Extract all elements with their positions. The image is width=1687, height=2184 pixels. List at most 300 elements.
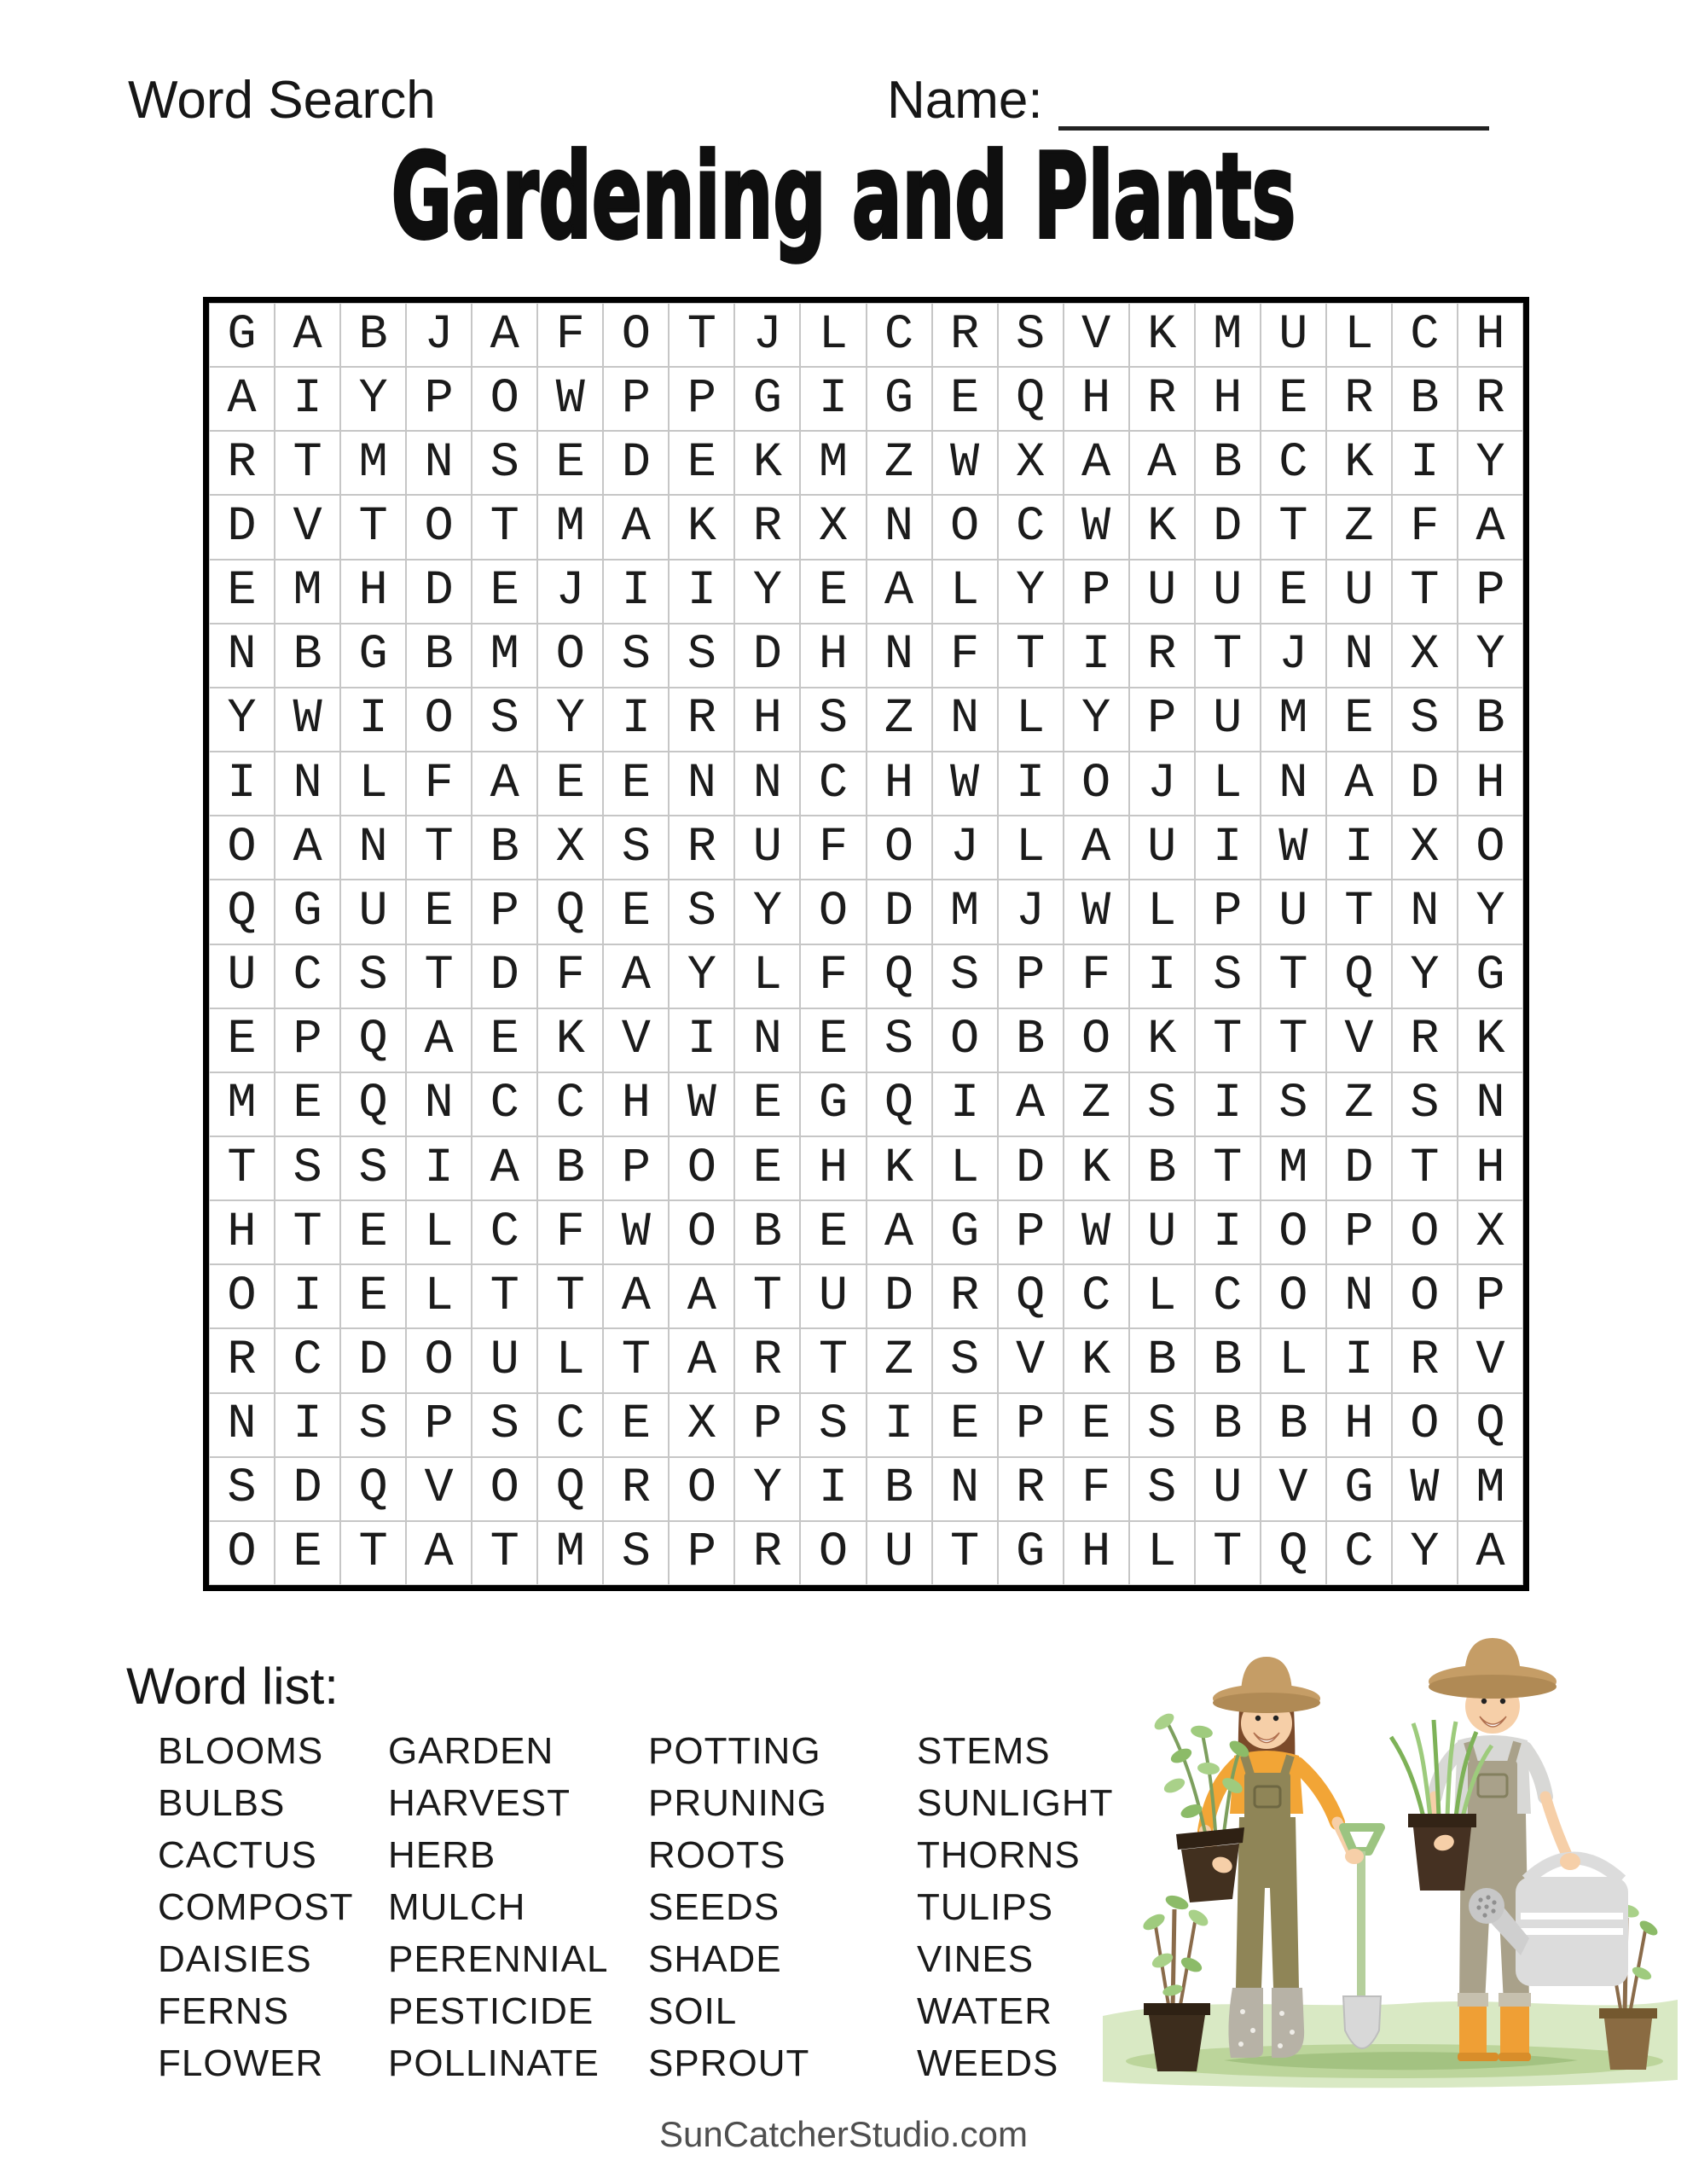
- grid-cell: B: [1129, 1328, 1195, 1392]
- grid-cell: K: [734, 431, 800, 495]
- grid-cell: H: [603, 1072, 669, 1136]
- grid-cell: D: [472, 944, 537, 1008]
- grid-cell: D: [406, 560, 472, 624]
- grid-cell: I: [998, 752, 1064, 816]
- grid-cell: E: [406, 880, 472, 944]
- grid-cell: T: [1392, 560, 1458, 624]
- grid-cell: V: [1458, 1328, 1523, 1392]
- grid-cell: T: [1326, 880, 1392, 944]
- grid-cell: V: [1261, 1457, 1326, 1521]
- word-list-item: SUNLIGHT: [917, 1782, 1114, 1824]
- grid-cell: M: [209, 1072, 275, 1136]
- grid-cell: O: [209, 1521, 275, 1585]
- grid-cell: F: [406, 752, 472, 816]
- grid-cell: I: [800, 1457, 866, 1521]
- grid-cell: H: [209, 1200, 275, 1264]
- grid-cell: E: [734, 1136, 800, 1200]
- grid-cell: R: [1392, 1328, 1458, 1392]
- grid-cell: R: [1129, 367, 1195, 431]
- grid-cell: A: [472, 303, 537, 367]
- grid-cell: E: [209, 1008, 275, 1072]
- grid-cell: C: [537, 1393, 603, 1457]
- grid-cell: R: [669, 688, 734, 752]
- grid-cell: B: [1129, 1136, 1195, 1200]
- word-list-column: [388, 1725, 648, 2089]
- grid-cell: C: [1064, 1264, 1129, 1328]
- grid-cell: Y: [1458, 431, 1523, 495]
- grid-cell: O: [406, 495, 472, 559]
- grid-cell: E: [472, 560, 537, 624]
- grid-cell: Y: [734, 560, 800, 624]
- grid-cell: D: [603, 431, 669, 495]
- grid-cell: K: [1326, 431, 1392, 495]
- grid-cell: Q: [867, 944, 932, 1008]
- grid-cell: N: [340, 816, 406, 880]
- grid-cell: F: [537, 1200, 603, 1264]
- letter-grid: [203, 297, 1529, 1591]
- grid-cell: C: [472, 1072, 537, 1136]
- grid-cell: I: [1129, 944, 1195, 1008]
- grid-cell: T: [603, 1328, 669, 1392]
- grid-cell: H: [1064, 367, 1129, 431]
- grid-cell: O: [537, 624, 603, 688]
- grid-cell: A: [998, 1072, 1064, 1136]
- grid-cell: N: [867, 495, 932, 559]
- grid-cell: W: [603, 1200, 669, 1264]
- grid-cell: K: [1129, 1008, 1195, 1072]
- grid-cell: G: [209, 303, 275, 367]
- grid-cell: I: [800, 367, 866, 431]
- grid-cell: X: [998, 431, 1064, 495]
- grid-cell: N: [867, 624, 932, 688]
- grid-cell: V: [275, 495, 340, 559]
- grid-cell: E: [603, 752, 669, 816]
- grid-cell: H: [867, 752, 932, 816]
- grid-cell: I: [669, 560, 734, 624]
- grid-cell: T: [1261, 1008, 1326, 1072]
- grid-cell: P: [1326, 1200, 1392, 1264]
- grid-cell: S: [1195, 944, 1261, 1008]
- word-list-item: POTTING: [648, 1730, 821, 1772]
- grid-cell: S: [1129, 1072, 1195, 1136]
- grid-cell: O: [1064, 1008, 1129, 1072]
- grid-cell: I: [1326, 816, 1392, 880]
- grid-cell: T: [406, 816, 472, 880]
- word-list-column: [648, 1725, 917, 2089]
- word-list-column: [158, 1725, 388, 2089]
- grid-cell: O: [1392, 1393, 1458, 1457]
- grid-cell: Y: [1458, 624, 1523, 688]
- grid-cell: R: [209, 431, 275, 495]
- grid-cell: M: [472, 624, 537, 688]
- grid-cell: M: [1195, 303, 1261, 367]
- grid-cell: R: [669, 816, 734, 880]
- grid-cell: N: [406, 431, 472, 495]
- grid-cell: A: [669, 1264, 734, 1328]
- grid-cell: H: [800, 624, 866, 688]
- word-list-item: BLOOMS: [158, 1730, 324, 1772]
- grid-cell: Y: [669, 944, 734, 1008]
- grid-cell: E: [603, 880, 669, 944]
- grid-cell: L: [406, 1264, 472, 1328]
- grid-cell: K: [1458, 1008, 1523, 1072]
- grid-cell: Q: [998, 367, 1064, 431]
- grid-cell: P: [1064, 560, 1129, 624]
- grid-cell: D: [734, 624, 800, 688]
- grid-cell: A: [1064, 431, 1129, 495]
- grid-cell: G: [340, 624, 406, 688]
- grid-cell: O: [669, 1136, 734, 1200]
- grid-cell: S: [1261, 1072, 1326, 1136]
- grid-cell: Z: [1064, 1072, 1129, 1136]
- grid-cell: I: [340, 688, 406, 752]
- grid-cell: C: [537, 1072, 603, 1136]
- grid-cell: G: [998, 1521, 1064, 1585]
- grid-cell: O: [472, 1457, 537, 1521]
- grid-cell: B: [1195, 431, 1261, 495]
- grid-cell: U: [1129, 560, 1195, 624]
- grid-cell: R: [734, 1328, 800, 1392]
- grid-cell: S: [275, 1136, 340, 1200]
- grid-cell: A: [603, 495, 669, 559]
- grid-cell: I: [867, 1393, 932, 1457]
- word-list-item: TULIPS: [917, 1886, 1054, 1928]
- grid-cell: B: [1392, 367, 1458, 431]
- grid-cell: T: [472, 1521, 537, 1585]
- grid-cell: O: [1458, 816, 1523, 880]
- grid-cell: I: [603, 560, 669, 624]
- grid-cell: Z: [867, 431, 932, 495]
- word-list-item: HERB: [388, 1834, 496, 1876]
- grid-cell: S: [800, 1393, 866, 1457]
- grid-cell: S: [340, 1136, 406, 1200]
- grid-cell: E: [669, 431, 734, 495]
- grid-cell: H: [1458, 303, 1523, 367]
- grid-cell: K: [1064, 1328, 1129, 1392]
- grid-cell: T: [472, 495, 537, 559]
- grid-cell: S: [472, 431, 537, 495]
- grid-cell: Q: [867, 1072, 932, 1136]
- grid-cell: P: [1195, 880, 1261, 944]
- grid-cell: P: [275, 1008, 340, 1072]
- grid-cell: S: [340, 1393, 406, 1457]
- grid-cell: Q: [1326, 944, 1392, 1008]
- grid-cell: U: [867, 1521, 932, 1585]
- grid-cell: P: [603, 367, 669, 431]
- grid-cell: K: [1064, 1136, 1129, 1200]
- grid-cell: D: [275, 1457, 340, 1521]
- grid-cell: I: [1326, 1328, 1392, 1392]
- grid-cell: T: [209, 1136, 275, 1200]
- grid-cell: L: [406, 1200, 472, 1264]
- grid-cell: U: [472, 1328, 537, 1392]
- grid-cell: T: [1261, 495, 1326, 559]
- grid-cell: W: [932, 752, 998, 816]
- word-list-item: CACTUS: [158, 1834, 317, 1876]
- grid-cell: O: [669, 1457, 734, 1521]
- grid-cell: E: [1326, 688, 1392, 752]
- word-list-item: STEMS: [917, 1730, 1051, 1772]
- grid-cell: F: [932, 624, 998, 688]
- grid-cell: N: [734, 1008, 800, 1072]
- grid-cell: U: [209, 944, 275, 1008]
- grid-cell: L: [998, 688, 1064, 752]
- grid-cell: I: [1195, 1200, 1261, 1264]
- grid-cell: A: [669, 1328, 734, 1392]
- grid-cell: K: [1129, 303, 1195, 367]
- grid-cell: P: [1458, 560, 1523, 624]
- grid-cell: U: [1129, 1200, 1195, 1264]
- grid-cell: F: [1064, 944, 1129, 1008]
- grid-cell: T: [669, 303, 734, 367]
- grid-cell: T: [734, 1264, 800, 1328]
- grid-cell: R: [734, 1521, 800, 1585]
- grid-cell: L: [800, 303, 866, 367]
- grid-cell: A: [1326, 752, 1392, 816]
- grid-cell: A: [275, 816, 340, 880]
- grid-cell: J: [406, 303, 472, 367]
- grid-cell: B: [406, 624, 472, 688]
- grid-cell: C: [867, 303, 932, 367]
- grid-cell: R: [1458, 367, 1523, 431]
- name-label: Name:: [887, 71, 1043, 130]
- grid-cell: N: [1458, 1072, 1523, 1136]
- grid-cell: P: [998, 1200, 1064, 1264]
- grid-cell: O: [932, 495, 998, 559]
- grid-cell: I: [275, 1393, 340, 1457]
- grid-cell: Q: [998, 1264, 1064, 1328]
- word-list-item: FLOWER: [158, 2042, 324, 2084]
- grid-cell: N: [1326, 624, 1392, 688]
- puzzle-title: Gardening and Plants: [391, 128, 1296, 265]
- grid-cell: F: [537, 303, 603, 367]
- grid-cell: R: [734, 495, 800, 559]
- word-list-item: MULCH: [388, 1886, 526, 1928]
- grid-cell: U: [734, 816, 800, 880]
- grid-cell: A: [1458, 495, 1523, 559]
- grid-cell: T: [340, 495, 406, 559]
- grid-cell: G: [1326, 1457, 1392, 1521]
- grid-cell: O: [1064, 752, 1129, 816]
- grid-cell: C: [1392, 303, 1458, 367]
- grid-cell: M: [537, 1521, 603, 1585]
- grid-cell: A: [1458, 1521, 1523, 1585]
- grid-cell: V: [998, 1328, 1064, 1392]
- grid-cell: R: [1129, 624, 1195, 688]
- grid-cell: S: [1129, 1393, 1195, 1457]
- grid-cell: O: [867, 816, 932, 880]
- grid-cell: T: [1195, 1521, 1261, 1585]
- grid-cell: P: [406, 367, 472, 431]
- grid-cell: E: [800, 1200, 866, 1264]
- grid-cell: I: [275, 367, 340, 431]
- grid-cell: P: [669, 367, 734, 431]
- grid-cell: U: [1326, 560, 1392, 624]
- grid-cell: H: [1458, 752, 1523, 816]
- grid-cell: F: [800, 944, 866, 1008]
- grid-cell: O: [800, 880, 866, 944]
- grid-cell: B: [1195, 1328, 1261, 1392]
- word-list-item: SEEDS: [648, 1886, 780, 1928]
- grid-cell: Q: [340, 1457, 406, 1521]
- grid-cell: H: [1195, 367, 1261, 431]
- grid-cell: M: [1458, 1457, 1523, 1521]
- grid-cell: A: [603, 944, 669, 1008]
- grid-cell: H: [1458, 1136, 1523, 1200]
- grid-cell: J: [998, 880, 1064, 944]
- grid-cell: E: [932, 367, 998, 431]
- grid-cell: S: [669, 624, 734, 688]
- grid-cell: B: [734, 1200, 800, 1264]
- grid-cell: U: [1195, 688, 1261, 752]
- grid-cell: A: [1129, 431, 1195, 495]
- word-list-item: HARVEST: [388, 1782, 571, 1824]
- grid-cell: T: [998, 624, 1064, 688]
- grid-cell: X: [1392, 624, 1458, 688]
- grid-cell: Y: [1392, 944, 1458, 1008]
- grid-cell: T: [1195, 1136, 1261, 1200]
- grid-cell: X: [537, 816, 603, 880]
- grid-cell: L: [1129, 1521, 1195, 1585]
- grid-cell: D: [1326, 1136, 1392, 1200]
- grid-cell: S: [867, 1008, 932, 1072]
- grid-cell: Y: [537, 688, 603, 752]
- grid-cell: D: [1392, 752, 1458, 816]
- grid-cell: J: [734, 303, 800, 367]
- grid-cell: M: [275, 560, 340, 624]
- grid-cell: M: [340, 431, 406, 495]
- grid-cell: O: [800, 1521, 866, 1585]
- grid-cell: C: [998, 495, 1064, 559]
- word-list-item: FERNS: [158, 1990, 290, 2032]
- grid-cell: C: [800, 752, 866, 816]
- grid-cell: G: [275, 880, 340, 944]
- word-list-item: SOIL: [648, 1990, 738, 2032]
- grid-cell: W: [932, 431, 998, 495]
- grid-cell: E: [340, 1200, 406, 1264]
- grid-cell: T: [340, 1521, 406, 1585]
- grid-cell: J: [537, 560, 603, 624]
- grid-cell: T: [537, 1264, 603, 1328]
- grid-cell: B: [472, 816, 537, 880]
- grid-cell: L: [998, 816, 1064, 880]
- grid-cell: T: [275, 431, 340, 495]
- grid-cell: V: [603, 1008, 669, 1072]
- grid-cell: M: [932, 880, 998, 944]
- grid-cell: M: [1261, 1136, 1326, 1200]
- word-list-item: DAISIES: [158, 1938, 312, 1980]
- grid-cell: F: [1392, 495, 1458, 559]
- grid-cell: E: [537, 431, 603, 495]
- grid-cell: O: [603, 303, 669, 367]
- grid-cell: W: [1261, 816, 1326, 880]
- word-list-item: WEEDS: [917, 2042, 1059, 2084]
- grid-cell: O: [406, 1328, 472, 1392]
- worksheet-type-label: Word Search: [128, 71, 436, 130]
- grid-cell: U: [1195, 1457, 1261, 1521]
- grid-cell: T: [472, 1264, 537, 1328]
- grid-cell: B: [537, 1136, 603, 1200]
- grid-cell: Q: [340, 1072, 406, 1136]
- grid-cell: E: [340, 1264, 406, 1328]
- grid-cell: E: [800, 1008, 866, 1072]
- grid-cell: L: [340, 752, 406, 816]
- grid-cell: D: [998, 1136, 1064, 1200]
- grid-cell: S: [472, 688, 537, 752]
- grid-cell: Y: [998, 560, 1064, 624]
- grid-cell: L: [1195, 752, 1261, 816]
- grid-cell: W: [537, 367, 603, 431]
- grid-cell: G: [867, 367, 932, 431]
- grid-cell: Y: [734, 1457, 800, 1521]
- grid-cell: I: [603, 688, 669, 752]
- grid-cell: H: [800, 1136, 866, 1200]
- grid-cell: D: [867, 1264, 932, 1328]
- grid-cell: S: [340, 944, 406, 1008]
- grid-cell: P: [603, 1136, 669, 1200]
- grid-cell: T: [1195, 1008, 1261, 1072]
- grid-cell: C: [1326, 1521, 1392, 1585]
- grid-cell: P: [406, 1393, 472, 1457]
- grid-cell: M: [1261, 688, 1326, 752]
- word-list-item: VINES: [917, 1938, 1035, 1980]
- grid-cell: X: [1458, 1200, 1523, 1264]
- grid-cell: V: [1064, 303, 1129, 367]
- grid-cell: N: [209, 624, 275, 688]
- grid-cell: P: [998, 1393, 1064, 1457]
- grid-cell: K: [537, 1008, 603, 1072]
- grid-cell: U: [1129, 816, 1195, 880]
- grid-cell: U: [340, 880, 406, 944]
- grid-cell: S: [603, 624, 669, 688]
- grid-cell: B: [998, 1008, 1064, 1072]
- grid-cell: S: [669, 880, 734, 944]
- grid-cell: N: [406, 1072, 472, 1136]
- grid-cell: E: [734, 1072, 800, 1136]
- grid-cell: B: [867, 1457, 932, 1521]
- grid-cell: C: [1261, 431, 1326, 495]
- grid-cell: F: [537, 944, 603, 1008]
- word-list-item: SPROUT: [648, 2042, 810, 2084]
- grid-cell: U: [1261, 303, 1326, 367]
- grid-cell: O: [1261, 1264, 1326, 1328]
- grid-cell: I: [406, 1136, 472, 1200]
- grid-cell: C: [275, 944, 340, 1008]
- grid-cell: E: [209, 560, 275, 624]
- grid-cell: E: [275, 1521, 340, 1585]
- grid-cell: L: [1129, 880, 1195, 944]
- word-list-item: BULBS: [158, 1782, 286, 1824]
- name-blank-line[interactable]: [1058, 77, 1489, 131]
- grid-cell: U: [1195, 560, 1261, 624]
- word-list-item: COMPOST: [158, 1886, 354, 1928]
- grid-cell: P: [1458, 1264, 1523, 1328]
- grid-cell: A: [603, 1264, 669, 1328]
- grid-cell: X: [669, 1393, 734, 1457]
- grid-cell: K: [867, 1136, 932, 1200]
- grid-cell: Y: [1392, 1521, 1458, 1585]
- grid-cell: Y: [1064, 688, 1129, 752]
- grid-cell: B: [1458, 688, 1523, 752]
- grid-cell: N: [932, 688, 998, 752]
- word-list-heading: Word list:: [126, 1658, 339, 1715]
- grid-cell: E: [1261, 560, 1326, 624]
- grid-cell: P: [472, 880, 537, 944]
- grid-cell: U: [800, 1264, 866, 1328]
- grid-cell: S: [1392, 688, 1458, 752]
- grid-cell: Q: [1458, 1393, 1523, 1457]
- grid-cell: P: [1129, 688, 1195, 752]
